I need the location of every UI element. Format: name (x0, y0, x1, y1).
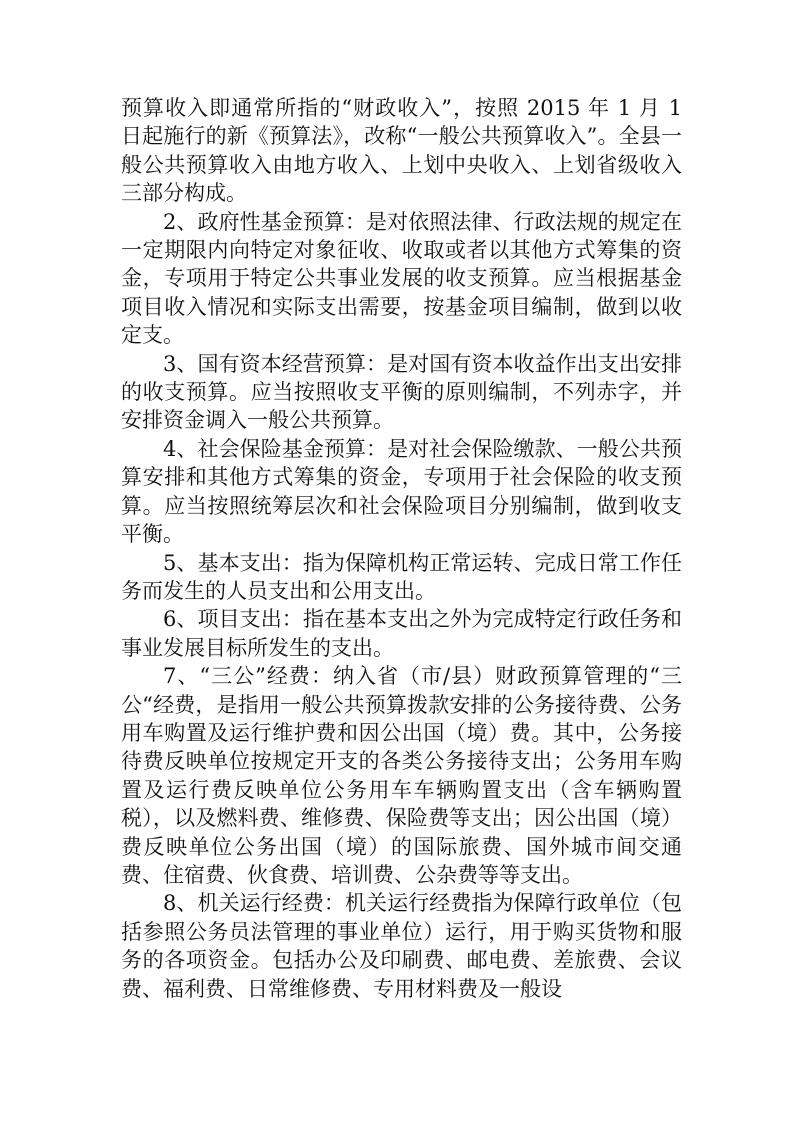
paragraph-project-expenditure: 6、项目支出：指在基本支出之外为完成特定行政任务和事业发展目标所发生的支出。 (121, 607, 682, 660)
document-body (121, 94, 682, 1003)
paragraph-agency-operating-expenses: 8、机关运行经费：机关运行经费指为保障行政单位（包括参照公务员法管理的事业单位）运行，用于购买货物和服务的各项资金。包括办公及印刷费、邮电费、差旅费、会议费、福利费、日常维修费、专用材料费及一般设 (121, 891, 682, 1001)
paragraph-budget-revenue: 预算收入即通常所指的“财政收入”，按照 2015 年 1 月 1 日起施行的新《预算法》，改称“一般公共预算收入”。全县一般公共预算收入由地方收入、上划中央收入、上划省级收入三部分构成。 (121, 96, 682, 206)
paragraph-government-fund-budget: 2、政府性基金预算：是对依照法律、行政法规的规定在一定期限内向特定对象征收、收取或者以其他方式筹集的资金，专项用于特定公共事业发展的收支预算。应当根据基金项目收入情况和实际支出需要，按基金项目编制，做到以收定支。 (121, 209, 682, 348)
paragraph-basic-expenditure: 5、基本支出：指为保障机构正常运转、完成日常工作任务而发生的人员支出和公用支出。 (121, 550, 682, 603)
paragraph-three-public-expenses: 7、“三公”经费：纳入省（市/县）财政预算管理的“三公“经费，是指用一般公共预算拨款安排的公务接待费、公务用车购置及运行维护费和因公出国（境）费。其中，公务接待费反映单位按规定开支的各类公务接待支出；公务用车购置及运行费反映单位公务用车车辆购置支出（含车辆购置税），以及燃料费、维修费、保险费等支出；因公出国（境）费反映单位公务出国（境）的国际旅费、国外城市间交通费、住宿费、伙食费、培训费、公杂费等等支出。 (121, 664, 682, 887)
paragraph-social-insurance-budget: 4、社会保险基金预算：是对社会保险缴款、一般公共预算安排和其他方式筹集的资金，专项用于社会保险的收支预算。应当按照统筹层次和社会保险项目分别编制，做到收支平衡。 (121, 436, 682, 547)
paragraph-state-capital-budget: 3、国有资本经营预算：是对国有资本收益作出支出安排的收支预算。应当按照收支平衡的原则编制，不列赤字，并安排资金调入一般公共预算。 (121, 351, 682, 433)
